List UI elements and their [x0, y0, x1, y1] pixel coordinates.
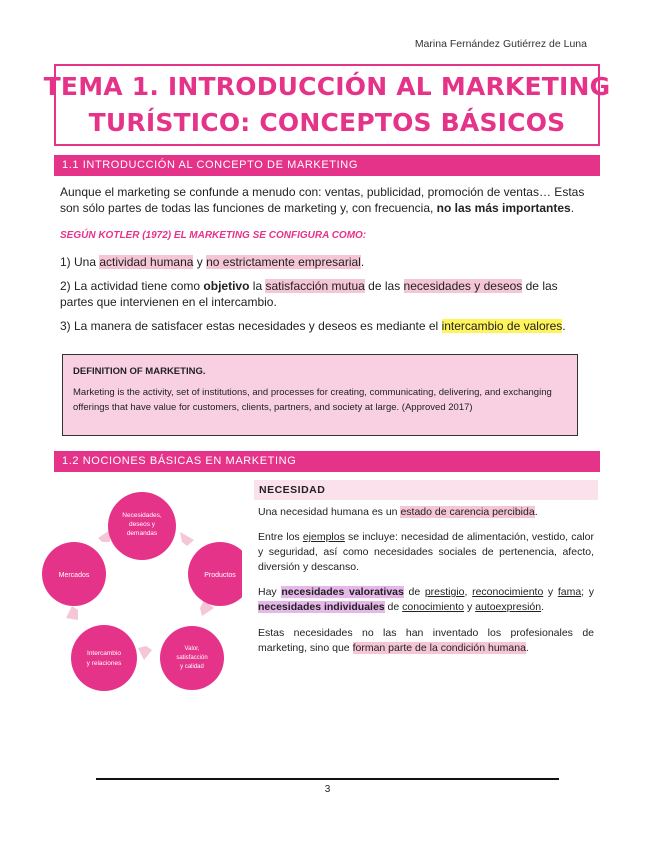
item2-text-c: de las	[364, 279, 404, 293]
intro-end: .	[570, 201, 575, 215]
node-needs-line-2: deseos y	[128, 521, 156, 528]
node-needs-line-1: Necesidades,	[122, 512, 162, 519]
intro-paragraph	[60, 184, 594, 216]
nec-p3-text-d: y	[543, 586, 558, 598]
nec-p1-text-b: .	[534, 506, 538, 518]
kotler-subheading: SEGÚN KOTLER (1972) EL MARKETING SE CONFIGURA COMO:	[60, 230, 367, 241]
node-exchange-line-2: y relaciones	[86, 660, 122, 667]
item1-text-b: y	[193, 255, 207, 269]
item3-text-b: .	[562, 319, 566, 333]
nec-p1-text-a: Una necesidad humana es un	[258, 506, 401, 518]
node-value-line-1: Valor,	[184, 646, 200, 652]
chapter-title-line-1: TEMA 1. INTRODUCCIÓN AL MARKETING	[43, 72, 611, 101]
kotler-item-2	[60, 278, 594, 310]
item2-text-b: la	[249, 279, 266, 293]
definition-box	[62, 354, 578, 436]
item3-text-a: 3) La manera de satisfacer estas necesidades y deseos es mediante el	[60, 319, 442, 333]
necesidad-paragraph-4	[258, 626, 594, 656]
nec-p3-underline-4: conocimiento	[402, 601, 465, 613]
necesidad-heading: NECESIDAD	[254, 480, 598, 500]
intro-text: Aunque el marketing se confunde a menudo con: ventas, publicidad, promoción de ventas… Estas son sólo partes de todas las funciones de marketing y, con frecuencia,	[60, 185, 585, 215]
nec-p3-text-b: de	[403, 586, 425, 598]
definition-text: Marketing is the activity, set of institutions, and processes for creating, communicating, delivering, and exchanging offerings that have value for customers, clients, partners, and society at large. (Approved 2017)	[73, 387, 552, 413]
item2-highlight-1: satisfacción mutua	[265, 279, 365, 293]
item1-highlight-1: actividad humana	[99, 255, 194, 269]
item1-text-a: 1) Una	[60, 255, 100, 269]
node-markets-label: Mercados	[58, 572, 90, 579]
necesidad-paragraph-1	[258, 505, 594, 520]
item3-highlight: intercambio de valores	[441, 319, 563, 333]
item2-bold: objetivo	[203, 279, 250, 293]
nec-p3-text-f: de	[384, 601, 403, 613]
arrow-5-1	[98, 530, 110, 542]
nec-p4-text-b: .	[525, 642, 529, 654]
cycle-node-exchange	[71, 625, 137, 691]
footer-divider	[96, 778, 559, 780]
nec-p3-underline-2: reconocimiento	[472, 586, 544, 598]
intro-bold-text: no las más importantes	[436, 201, 571, 215]
chapter-title-line-2: TURÍSTICO: CONCEPTOS BÁSICOS	[88, 108, 566, 137]
item1-text-c: .	[360, 255, 365, 269]
node-value-line-3: y calidad	[180, 664, 204, 670]
nec-p3-text-g: y	[464, 601, 476, 613]
nec-p3-text-a: Hay	[258, 586, 282, 598]
node-needs-line-3: demandas	[126, 530, 158, 537]
arrow-4-5	[66, 606, 78, 620]
nec-p3-text-h: .	[541, 601, 545, 613]
marketing-cycle-diagram	[32, 490, 242, 700]
nec-p3-underline-1: prestigio	[424, 586, 465, 598]
item2-highlight-2: necesidades y deseos	[403, 279, 523, 293]
nec-p1-highlight: estado de carencia percibida	[400, 506, 535, 518]
nec-p3-highlight-1: necesidades valorativas	[281, 586, 404, 598]
nec-p3-underline-3: fama	[557, 586, 582, 598]
item2-text-d: de las partes que intervienen en el intercambio.	[60, 279, 558, 309]
necesidad-paragraph-3	[258, 585, 594, 615]
definition-title: DEFINITION OF MARKETING.	[73, 366, 206, 377]
section-heading-1-1: 1.1 INTRODUCCIÓN AL CONCEPTO DE MARKETING	[54, 155, 600, 176]
nec-p3-highlight-2: necesidades individuales	[258, 601, 385, 613]
nec-p2-text-b: se incluye: necesidad de alimentación, vestido, calor y seguridad, así como necesidades sociales de pertenencia, afecto, diversión y descanso.	[258, 531, 594, 573]
nec-p2-underline: ejemplos	[302, 531, 345, 543]
kotler-item-1	[60, 254, 594, 270]
arrow-1-2	[180, 532, 194, 546]
node-value-line-2: satisfacción	[176, 655, 208, 661]
author-name: Marina Fernández Gutiérrez de Luna	[414, 38, 587, 50]
nec-p4-highlight: forman parte de la condición humana	[352, 642, 526, 654]
arrow-3-4	[138, 646, 152, 660]
nec-p3-underline-5: autoexpresión	[475, 601, 542, 613]
item2-text-a: 2) La actividad tiene como	[60, 279, 204, 293]
item1-highlight-2: no estrictamente empresarial	[206, 255, 361, 269]
kotler-item-3	[60, 318, 594, 334]
nec-p2-text-a: Entre los	[258, 531, 303, 543]
section-heading-1-2: 1.2 NOCIONES BÁSICAS EN MARKETING	[54, 451, 600, 472]
node-products-label: Productos	[204, 572, 236, 579]
node-exchange-line-1: Intercambio	[87, 650, 121, 657]
necesidad-paragraph-2	[258, 530, 594, 575]
page-number: 3	[324, 784, 331, 795]
nec-p4-text-a: Estas necesidades no las han inventado los profesionales de marketing, sino que	[258, 627, 594, 654]
nec-p3-text-e: ; y	[581, 586, 594, 598]
chapter-title-box	[43, 64, 611, 146]
nec-p3-text-c: ,	[464, 586, 473, 598]
